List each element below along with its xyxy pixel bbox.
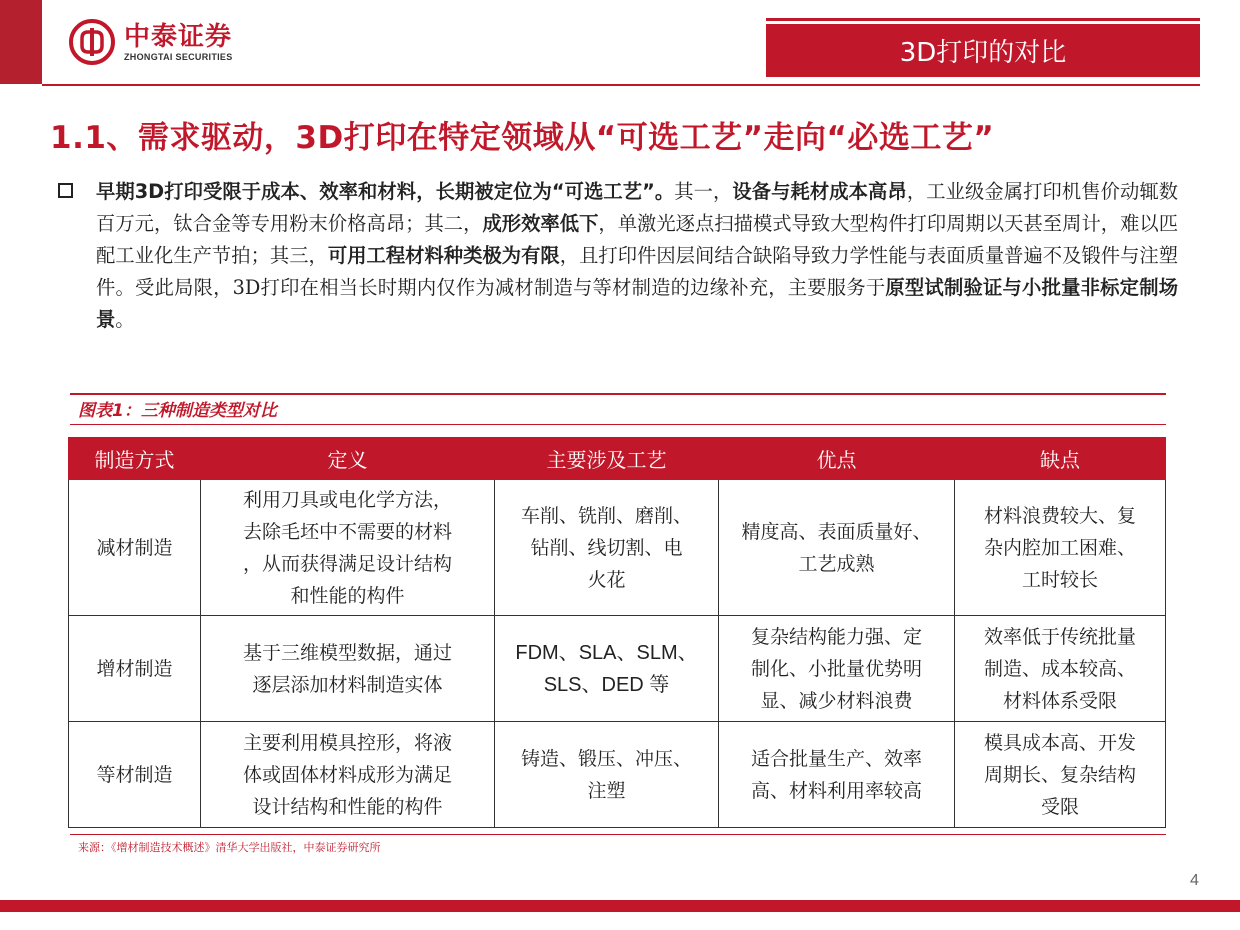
cell-cons: 效率低于传统批量 制造、成本较高、 材料体系受限 <box>955 616 1166 722</box>
brand-name-en: ZHONGTAI SECURITIES <box>124 52 233 62</box>
para-bold-1: 早期3D打印受限于成本、效率和材料，长期被定位为“可选工艺”。 <box>96 180 675 203</box>
section-title: 1.1、需求驱动，3D打印在特定领域从“可选工艺”走向“必选工艺” <box>50 120 995 156</box>
header-accent-line <box>766 18 1200 21</box>
para-bold-5: 原型试制验证与小批量非标定制场景 <box>96 276 1178 331</box>
brand-name-cn: 中泰证券 <box>124 22 233 52</box>
cell-type: 减材制造 <box>69 480 201 616</box>
table-row <box>69 616 1166 722</box>
table-row <box>69 480 1166 616</box>
cell-pros: 适合批量生产、效率 高、材料利用率较高 <box>719 722 955 828</box>
cell-definition: 主要利用模具控形，将液 体或固体材料成形为满足 设计结构和性能的构件 <box>201 722 495 828</box>
para-text-4: ，且打印件因层间结合缺陷导致力学性能与表面质量普遍不及锻件与注塑件。受此局限，3D打印在相当长时期内仅作为减材制造与等材制造的边缘补充，主要服务于 <box>96 244 1179 299</box>
para-text-1: 其一， <box>674 180 733 203</box>
cell-definition: 基于三维模型数据，通过 逐层添加材料制造实体 <box>201 616 495 722</box>
brand-stripe <box>0 0 42 84</box>
header-title: 3D打印的对比 <box>766 24 1200 77</box>
source-note: 来源：《增材制造技术概述》清华大学出版社，中泰证券研究所 <box>78 841 381 854</box>
header-pros: 优点 <box>719 438 955 480</box>
header-process: 主要涉及工艺 <box>495 438 719 480</box>
footer-bar <box>0 900 1240 912</box>
cell-cons: 模具成本高、开发 周期长、复杂结构 受限 <box>955 722 1166 828</box>
cell-pros: 复杂结构能力强、定 制化、小批量优势明 显、减少材料浪费 <box>719 616 955 722</box>
cell-definition: 利用刀具或电化学方法， 去除毛坯中不需要的材料 ，从而获得满足设计结构 和性能的构件 <box>201 480 495 616</box>
cell-type: 增材制造 <box>69 616 201 722</box>
brand-logo <box>68 18 233 66</box>
para-bold-2: 设备与耗材成本高昂 <box>732 180 907 203</box>
table-header-row <box>69 438 1166 480</box>
cell-type: 等材制造 <box>69 722 201 828</box>
header-divider <box>42 84 1200 86</box>
para-bold-4: 可用工程材料种类极为有限 <box>327 244 560 267</box>
cell-process: FDM、SLA、SLM、 SLS、DED 等 <box>495 616 719 722</box>
body-paragraph <box>96 176 1178 336</box>
cell-process: 车削、铣削、磨削、 钻削、线切割、电 火花 <box>495 480 719 616</box>
para-text-5: 。 <box>115 308 135 331</box>
para-text-3: ，单激光逐点扫描模式导致大型构件打印周期以天甚至周计，难以匹配工业化生产节拍；其三， <box>96 212 1179 267</box>
bullet-square-icon <box>58 183 73 198</box>
header-definition: 定义 <box>201 438 495 480</box>
para-bold-3: 成形效率低下 <box>482 212 599 235</box>
figure-rule-bottom <box>70 424 1166 425</box>
comparison-table <box>68 437 1166 828</box>
figure-rule-top <box>70 393 1166 395</box>
para-text-2: ，工业级金属打印机售价动辄数百万元，钛合金等专用粉末价格高昂；其二， <box>96 180 1179 235</box>
header-cons: 缺点 <box>955 438 1166 480</box>
table-row <box>69 722 1166 828</box>
cell-pros: 精度高、表面质量好、 工艺成熟 <box>719 480 955 616</box>
header-type: 制造方式 <box>69 438 201 480</box>
cell-process: 铸造、锻压、冲压、 注塑 <box>495 722 719 828</box>
page-number: 4 <box>1190 872 1199 889</box>
figure-caption: 图表1：三种制造类型对比 <box>78 401 277 421</box>
source-rule <box>70 834 1166 835</box>
zhongtai-logo-icon <box>68 18 116 66</box>
cell-cons: 材料浪费较大、复 杂内腔加工困难、 工时较长 <box>955 480 1166 616</box>
